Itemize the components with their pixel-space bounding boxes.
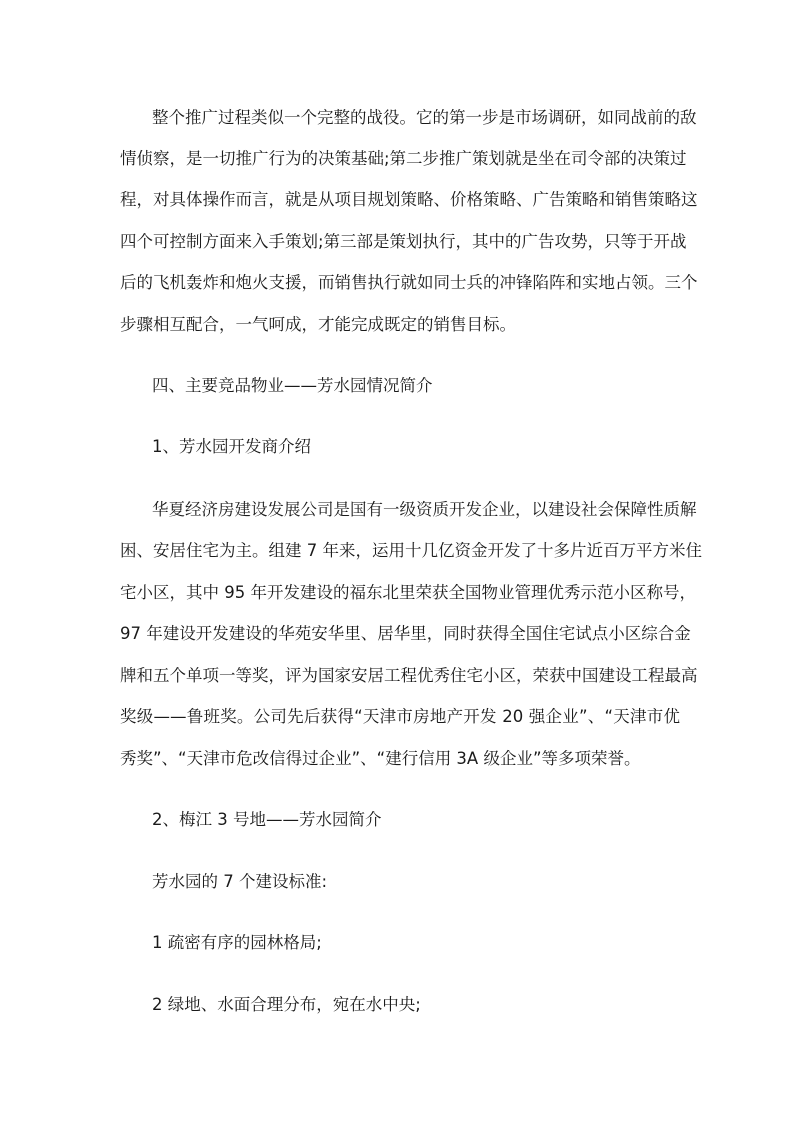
para1-line-5: 后的飞机轰炸和炮火支援，而销售执行就如同士兵的冲锋陷阵和实地占领。三个	[120, 273, 698, 292]
para1-line-6: 步骤相互配合，一气呵成，才能完成既定的销售目标。	[120, 315, 516, 334]
standard-item-1: 1 疏密有序的园林格局;	[152, 933, 322, 952]
section4-heading: 四、主要竞品物业——芳水园情况简介	[152, 376, 433, 395]
para2-line-5: 牌和五个单项一等奖，评为国家安居工程优秀住宅小区，荣获中国建设工程最高	[120, 666, 698, 685]
para2-line-1: 华夏经济房建设发展公司是国有一级资质开发企业，以建设社会保障性质解	[152, 500, 697, 519]
para2-line-2: 困、安居住宅为主。组建 7 年来，运用十几亿资金开发了十多片近百万平方米住	[120, 541, 702, 560]
para2-line-6: 奖级——鲁班奖。公司先后获得“天津市房地产开发 20 强企业”、“天津市优	[120, 707, 680, 726]
para1-line-1: 整个推广过程类似一个完整的战役。它的第一步是市场调研，如同战前的敌	[152, 108, 697, 127]
para1-line-4: 四个可控制方面来入手策划;第三部是策划执行，其中的广告攻势，只等于开战	[120, 232, 687, 251]
para1-line-2: 情侦察，是一切推广行为的决策基础;第二步推广策划就是坐在司令部的决策过	[120, 149, 687, 168]
subsection1-heading: 1、芳水园开发商介绍	[152, 437, 311, 456]
para1-line-3: 程，对具体操作而言，就是从项目规划策略、价格策略、广告策略和销售策略这	[120, 190, 698, 209]
para2-line-4: 97 年建设开发建设的华苑安华里、居华里，同时获得全国住宅试点小区综合金	[120, 624, 691, 643]
standards-intro: 芳水园的 7 个建设标准:	[152, 872, 328, 891]
subsection2-heading: 2、梅江 3 号地——芳水园简介	[152, 810, 382, 829]
para2-line-3: 宅小区，其中 95 年开发建设的福东北里荣获全国物业管理优秀示范小区称号，	[120, 583, 696, 602]
para2-line-7: 秀奖”、“天津市危改信得过企业”、“建行信用 3A 级企业”等多项荣誉。	[120, 749, 641, 768]
standard-item-2: 2 绿地、水面合理分布，宛在水中央;	[152, 995, 421, 1014]
